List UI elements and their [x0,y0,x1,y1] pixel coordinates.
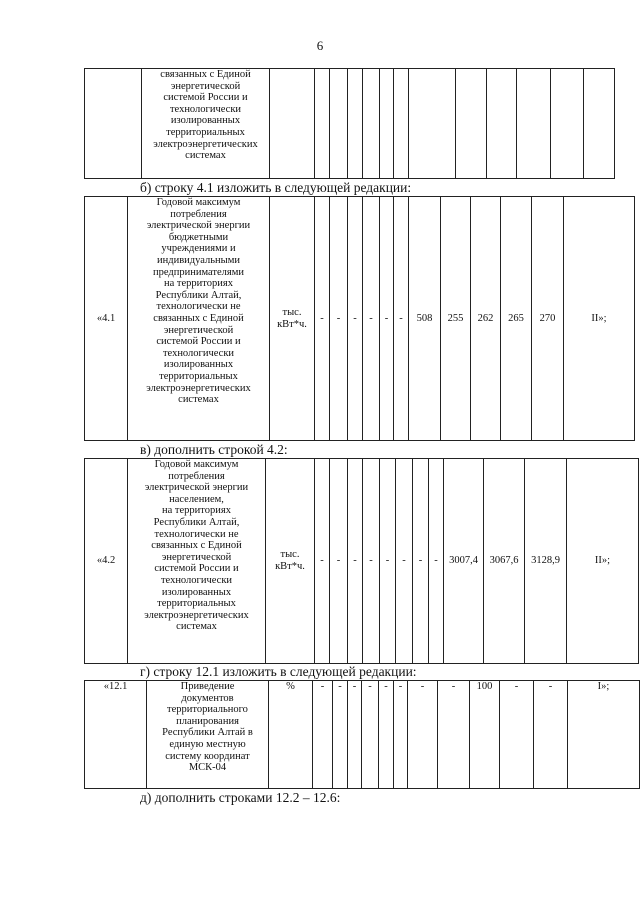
unit-cell: тыс. кВт*ч. [266,459,315,664]
last-column-cell: II»; [567,459,639,664]
indicator-name-cell: Годовой максимум потребления электрической энергии населением, на территориях Республики Алтай, технологически не связанных с Единой энергетической системой России и технологически изолированных территориальных электроэнергетических системах [128,459,266,664]
value-cell: - [500,681,534,789]
value-cell: - [348,459,363,664]
instruction-d: д) дополнить строками 12.2 – 12.6: [140,790,341,805]
num-cell [85,69,142,179]
value-cell: - [363,197,380,441]
value-cell [584,69,615,179]
table-row-4-2 [84,458,639,664]
value-cell: 262 [471,197,501,441]
value-cell [394,69,409,179]
value-cell: - [429,459,444,664]
unit-cell [270,69,315,179]
value-cell [380,69,394,179]
row-number: «4.2 [85,459,128,664]
table-continuation [84,68,615,179]
unit-cell: % [269,681,313,789]
value-cell: 255 [441,197,471,441]
value-cell: - [394,681,408,789]
last-column-cell: II»; [564,197,635,441]
value-cell: 3067,6 [484,459,525,664]
value-cell: - [380,197,394,441]
value-cell [456,69,487,179]
value-cell: 270 [532,197,564,441]
value-cell [348,69,363,179]
value-cell: - [413,459,429,664]
indicator-name-cell: Приведение документов территориального планирования Республики Алтай в единую местную систему координат МСК-04 [147,681,269,789]
value-cell: - [363,459,380,664]
value-cell: - [438,681,470,789]
value-cell: 100 [470,681,500,789]
value-cell [363,69,380,179]
value-cell: - [333,681,348,789]
row-number: «12.1 [85,681,147,789]
value-cell: 508 [409,197,441,441]
value-cell: - [394,197,409,441]
value-cell: - [330,197,348,441]
value-cell: - [534,681,568,789]
value-cell: 265 [501,197,532,441]
last-column-cell: I»; [568,681,640,789]
value-cell: - [330,459,348,664]
indicator-name-cell: Годовой максимум потребления электрической энергии бюджетными учреждениями и индивидуальными предпринимателями на территориях Республики Алтай, технологически не связанных с Единой энергетической системой России и технологически изолированных территориальных электроэнергетических системах [128,197,270,441]
value-cell: 3007,4 [444,459,484,664]
value-cell: - [362,681,379,789]
value-cell: 3128,9 [525,459,567,664]
instruction-b: б) строку 4.1 изложить в следующей редакции: [140,180,412,195]
value-cell: - [315,459,330,664]
unit-cell: тыс. кВт*ч. [270,197,315,441]
value-cell [330,69,348,179]
value-cell [551,69,584,179]
row-number: «4.1 [85,197,128,441]
page-number: 6 [316,38,324,53]
value-cell [517,69,551,179]
value-cell: - [396,459,413,664]
value-cell: - [348,197,363,441]
value-cell [487,69,517,179]
value-cell: - [315,197,330,441]
value-cell: - [408,681,438,789]
value-cell: - [313,681,333,789]
indicator-name-cell: связанных с Единой энергетической системой России и технологически изолированных территориальных электроэнергетических системах [142,69,270,179]
value-cell [315,69,330,179]
value-cell: - [379,681,394,789]
table-row-12-1 [84,680,640,789]
value-cell: - [348,681,362,789]
value-cell: - [380,459,396,664]
table-row-4-1 [84,196,636,441]
value-cell [409,69,456,179]
instruction-v: в) дополнить строкой 4.2: [140,442,288,457]
instruction-g: г) строку 12.1 изложить в следующей редакции: [140,664,417,679]
